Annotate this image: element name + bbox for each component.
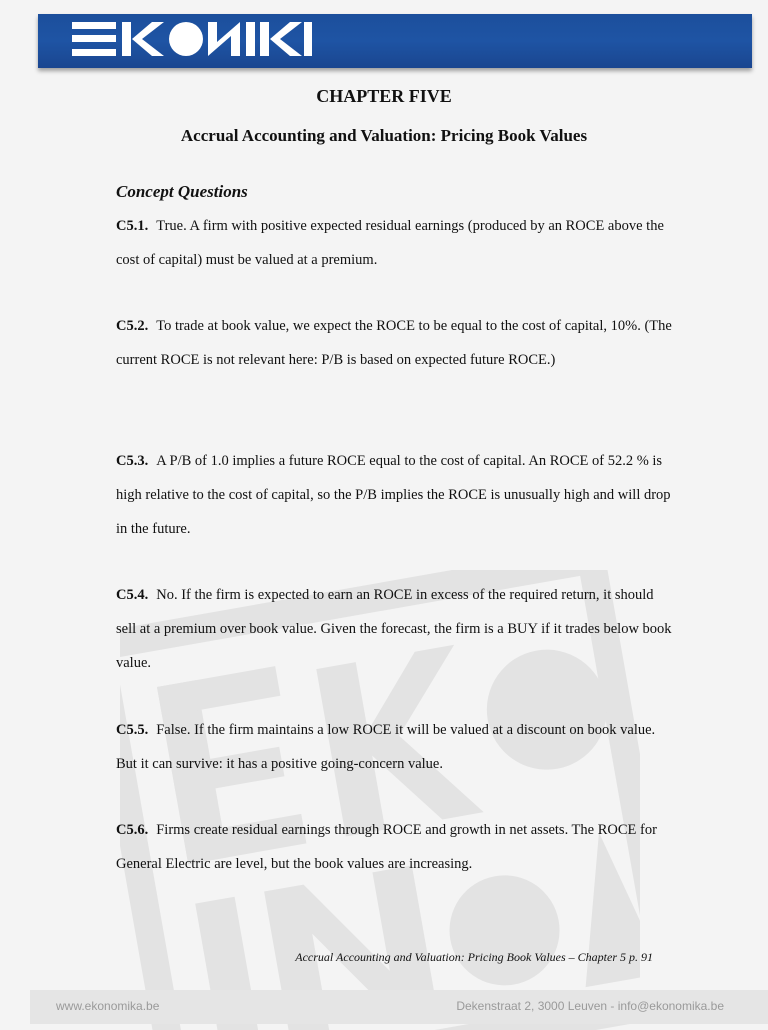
header-banner — [38, 14, 752, 68]
answer-item — [116, 713, 676, 781]
footer-address: Dekenstraat 2, 3000 Leuven - info@ekonomika.be — [456, 999, 724, 1013]
answer-number: C5.4. — [116, 587, 149, 603]
answer-text: Firms create residual earnings through ROCE and growth in net assets. The ROCE for General Electric are level, but the book values are increasing. — [116, 822, 657, 872]
answer-text: To trade at book value, we expect the ROCE to be equal to the cost of capital, 10%. (The current ROCE is not relevant here: P/B is based on expected future ROCE.) — [116, 318, 672, 368]
answer-number: C5.6. — [116, 822, 149, 838]
answer-number: C5.3. — [116, 453, 149, 469]
answer-item — [116, 209, 676, 277]
answer-item — [116, 309, 676, 377]
chapter-subtitle: Accrual Accounting and Valuation: Pricing Book Values — [180, 126, 588, 145]
section-heading: Concept Questions — [116, 182, 248, 201]
ekoniki-logo — [72, 22, 312, 56]
footer-website-link[interactable]: www.ekonomika.be — [56, 999, 160, 1013]
answer-text: True. A firm with positive expected residual earnings (produced by an ROCE above the cost of capital) must be valued at a premium. — [116, 218, 664, 268]
answer-number: C5.5. — [116, 722, 149, 738]
answer-item — [116, 813, 676, 881]
answer-text: False. If the firm maintains a low ROCE it will be valued at a discount on book value. But it can survive: it has a positive going-concern value. — [116, 722, 656, 772]
answer-item — [116, 444, 676, 546]
answer-number: C5.1. — [116, 218, 149, 234]
answer-text: A P/B of 1.0 implies a future ROCE equal to the cost of capital. An ROCE of 52.2 % is high relative to the cost of capital, so the P/B implies the ROCE is unusually high and will drop in the future. — [116, 453, 671, 537]
page-footer-caption: Accrual Accounting and Valuation: Pricing Book Values – Chapter 5 p. 91 — [295, 950, 653, 964]
chapter-title: CHAPTER FIVE — [316, 86, 452, 106]
answer-item — [116, 578, 676, 680]
answer-number: C5.2. — [116, 318, 149, 334]
footer-bar — [30, 990, 768, 1024]
answer-text: No. If the firm is expected to earn an ROCE in excess of the required return, it should sell at a premium over book value. Given the forecast, the firm is a BUY if it trades below book value. — [116, 587, 672, 671]
